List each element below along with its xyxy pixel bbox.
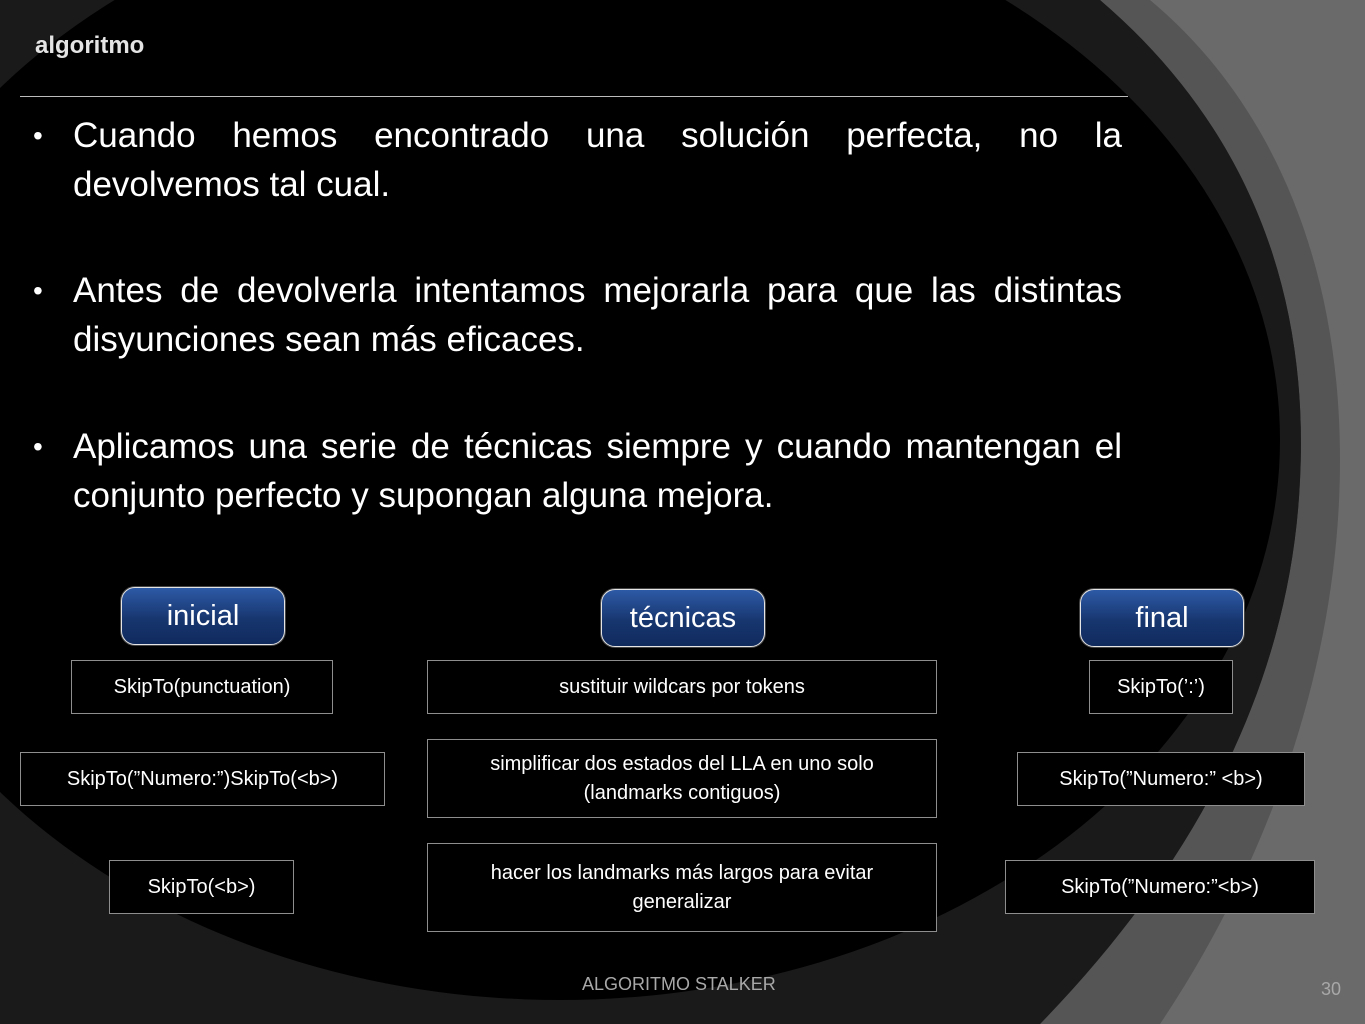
bullet-3: • Aplicamos una serie de técnicas siempre y cuando mantengan el conjunto perfecto y supongan alguna mejora. (73, 422, 1122, 520)
inicial-box-1: SkipTo(punctuation) (71, 660, 333, 714)
final-box-3: SkipTo(”Numero:”<b>) (1005, 860, 1315, 914)
footer-text: ALGORITMO STALKER (582, 974, 776, 994)
final-box-2: SkipTo(”Numero:” <b>) (1017, 752, 1305, 806)
inicial-box-3: SkipTo(<b>) (109, 860, 294, 914)
tecnica-box-1: sustituir wildcars por tokens (427, 660, 937, 714)
column-header-inicial: inicial (121, 587, 285, 645)
page-number: 30 (1321, 979, 1342, 999)
bullet-1: • Cuando hemos encontrado una solución perfecta, no la devolvemos tal cual. (73, 111, 1122, 209)
bullet-2: • Antes de devolverla intentamos mejorarla para que las distintas disyunciones sean más eficaces. (73, 266, 1122, 364)
column-header-tecnicas: técnicas (601, 589, 765, 647)
tecnica-box-2: simplificar dos estados del LLA en uno solo (landmarks contiguos) (427, 739, 937, 818)
final-box-1: SkipTo(’:’) (1089, 660, 1233, 714)
title-divider (20, 96, 1128, 97)
inicial-box-2: SkipTo(”Numero:”)SkipTo(<b>) (20, 752, 385, 806)
column-header-final: final (1080, 589, 1244, 647)
slide-title: algoritmo (35, 32, 145, 59)
tecnica-box-3: hacer los landmarks más largos para evitar generalizar (427, 843, 937, 932)
